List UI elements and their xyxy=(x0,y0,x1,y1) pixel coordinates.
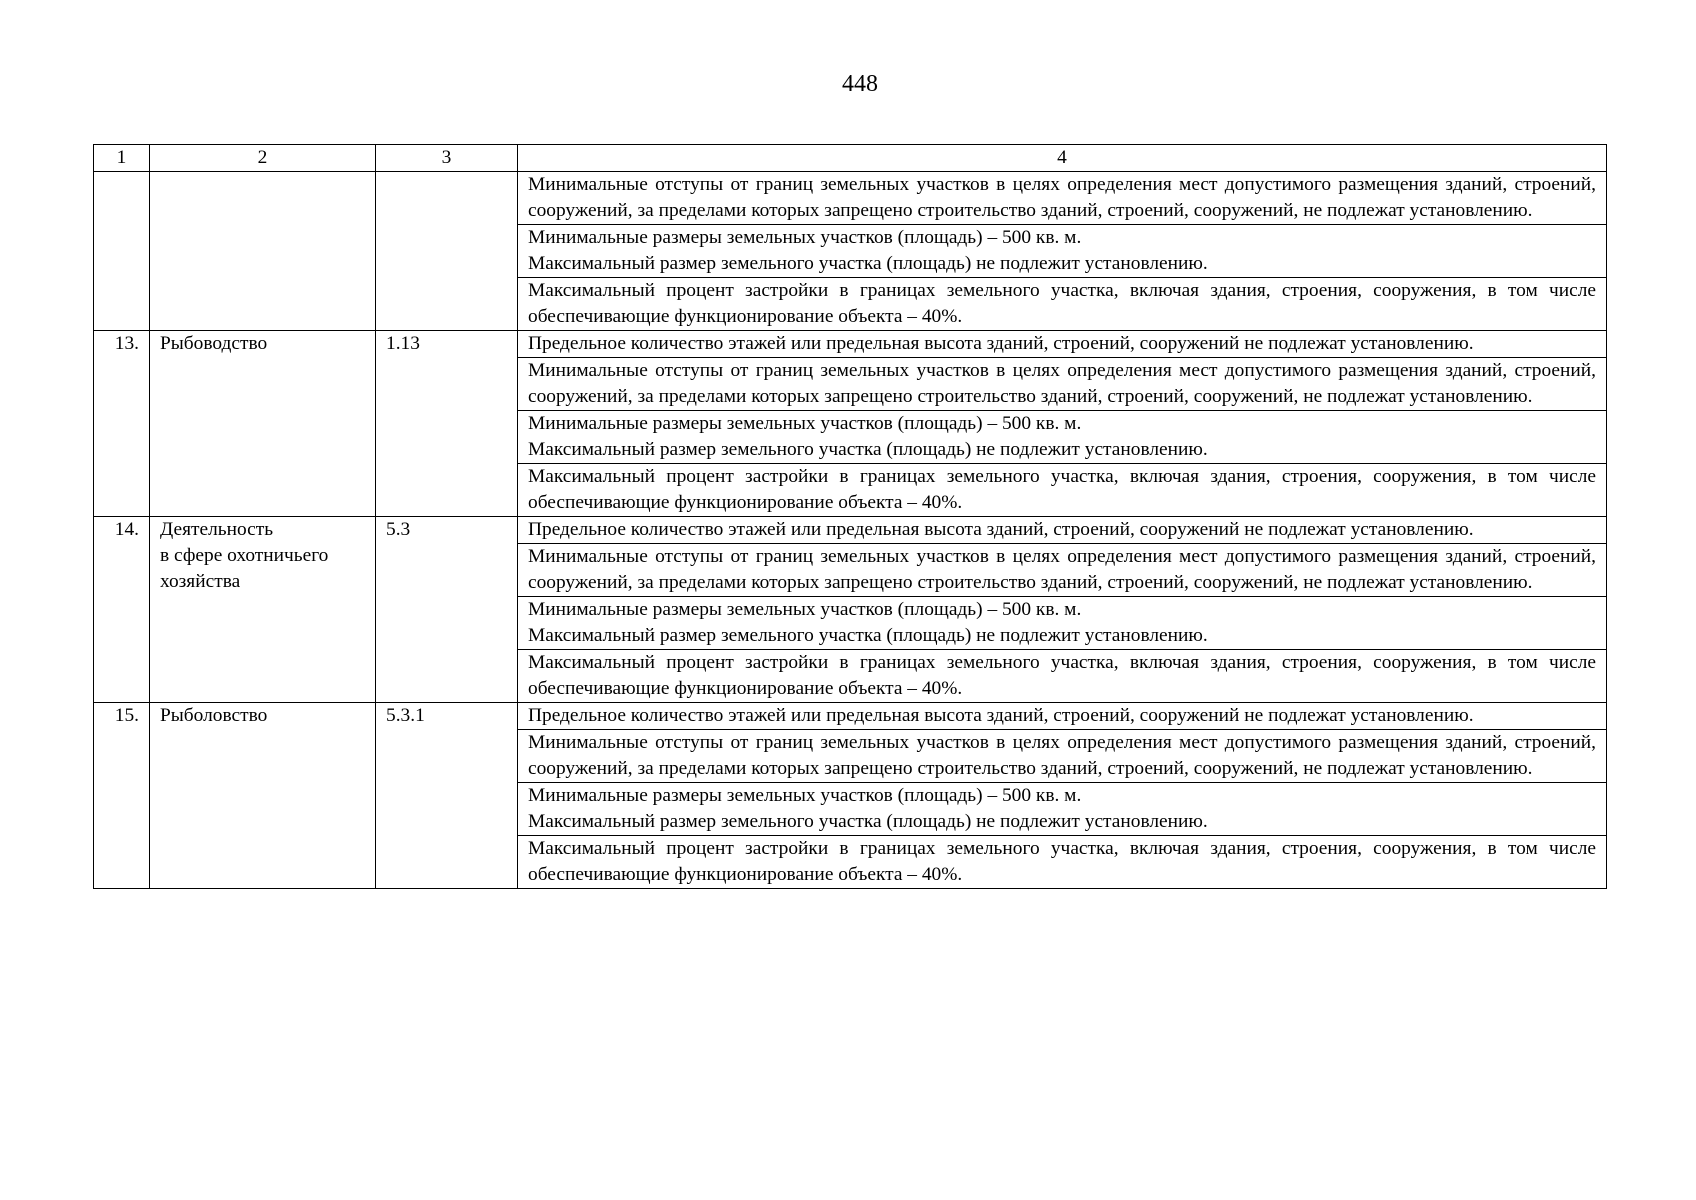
max-plot-size-text: Максимальный размер земельного участка (площадь) не подлежит установлению. xyxy=(528,811,1208,832)
land-use-name-line: Деятельность xyxy=(160,519,274,540)
height-param: Предельное количество этажей или предельная высота зданий, строений, сооружений не подлежат установлению. xyxy=(518,517,1607,544)
land-use-code-cell: 5.3 xyxy=(376,517,518,703)
land-use-name-line: в сфере охотничьего xyxy=(160,545,329,566)
land-use-name-cell: Рыбоводство xyxy=(150,331,376,517)
table-row xyxy=(94,172,1607,225)
land-use-code-cell: 1.13 xyxy=(376,331,518,517)
plot-size-param xyxy=(518,411,1607,464)
plot-size-param xyxy=(518,597,1607,650)
row-number-cell: 15. xyxy=(94,703,150,889)
header-row xyxy=(94,145,1607,172)
height-param: Предельное количество этажей или предельная высота зданий, строений, сооружений не подлежат установлению. xyxy=(518,331,1607,358)
land-use-name-line: хозяйства xyxy=(160,571,241,592)
row-number-cell: 13. xyxy=(94,331,150,517)
setback-param: Минимальные отступы от границ земельных участков в целях определения мест допустимого размещения зданий, строений, сооружений, за пределами которых запрещено строительство зданий, строений, сооружений, не подлежат установлению. xyxy=(518,358,1607,411)
setback-param: Минимальные отступы от границ земельных участков в целях определения мест допустимого размещения зданий, строений, сооружений, за пределами которых запрещено строительство зданий, строений, сооружений, не подлежат установлению. xyxy=(518,544,1607,597)
table-row xyxy=(94,517,1607,544)
coverage-param: Максимальный процент застройки в границах земельного участка, включая здания, строения, сооружения, в том числе обеспечивающие функционирование объекта – 40%. xyxy=(518,650,1607,703)
land-use-name-cell xyxy=(150,172,376,331)
coverage-param: Максимальный процент застройки в границах земельного участка, включая здания, строения, сооружения, в том числе обеспечивающие функционирование объекта – 40%. xyxy=(518,278,1607,331)
land-use-name-cell xyxy=(150,517,376,703)
min-plot-size-text: Минимальные размеры земельных участков (площадь) – 500 кв. м. xyxy=(528,227,1082,248)
land-use-code-cell xyxy=(376,172,518,331)
setback-param: Минимальные отступы от границ земельных участков в целях определения мест допустимого размещения зданий, строений, сооружений, за пределами которых запрещено строительство зданий, строений, сооружений, не подлежат установлению. xyxy=(518,730,1607,783)
row-number-cell: 14. xyxy=(94,517,150,703)
min-plot-size-text: Минимальные размеры земельных участков (площадь) – 500 кв. м. xyxy=(528,599,1082,620)
regulations-table xyxy=(93,144,1607,889)
coverage-param: Максимальный процент застройки в границах земельного участка, включая здания, строения, сооружения, в том числе обеспечивающие функционирование объекта – 40%. xyxy=(518,836,1607,889)
coverage-param: Максимальный процент застройки в границах земельного участка, включая здания, строения, сооружения, в том числе обеспечивающие функционирование объекта – 40%. xyxy=(518,464,1607,517)
land-use-code-cell: 5.3.1 xyxy=(376,703,518,889)
table-row xyxy=(94,331,1607,358)
max-plot-size-text: Максимальный размер земельного участка (площадь) не подлежит установлению. xyxy=(528,625,1208,646)
header-cell-1: 1 xyxy=(94,145,150,172)
plot-size-param xyxy=(518,783,1607,836)
header-cell-3: 3 xyxy=(376,145,518,172)
row-number-cell xyxy=(94,172,150,331)
setback-param: Минимальные отступы от границ земельных участков в целях определения мест допустимого размещения зданий, строений, сооружений, за пределами которых запрещено строительство зданий, строений, сооружений, не подлежат установлению. xyxy=(518,172,1607,225)
height-param: Предельное количество этажей или предельная высота зданий, строений, сооружений не подлежат установлению. xyxy=(518,703,1607,730)
max-plot-size-text: Максимальный размер земельного участка (площадь) не подлежит установлению. xyxy=(528,439,1208,460)
plot-size-param xyxy=(518,225,1607,278)
land-use-name-cell: Рыболовство xyxy=(150,703,376,889)
min-plot-size-text: Минимальные размеры земельных участков (площадь) – 500 кв. м. xyxy=(528,785,1082,806)
page-number: 448 xyxy=(842,71,878,97)
table-row xyxy=(94,703,1607,730)
header-cell-2: 2 xyxy=(150,145,376,172)
min-plot-size-text: Минимальные размеры земельных участков (площадь) – 500 кв. м. xyxy=(528,413,1082,434)
header-cell-4: 4 xyxy=(518,145,1607,172)
max-plot-size-text: Максимальный размер земельного участка (площадь) не подлежит установлению. xyxy=(528,253,1208,274)
